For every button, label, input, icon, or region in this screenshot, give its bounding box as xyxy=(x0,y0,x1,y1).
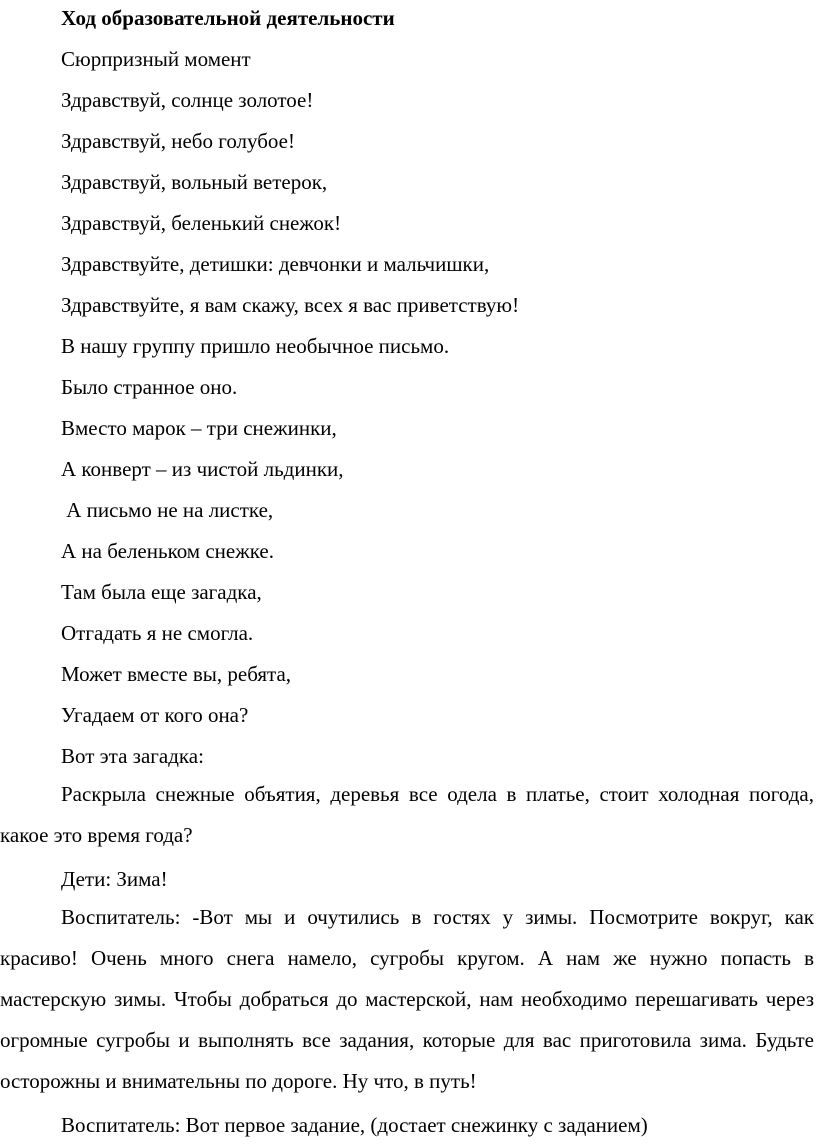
teacher-last-line: Воспитатель: Вот первое задание, (достает снежинку с заданием) xyxy=(61,1113,648,1137)
text-line: В нашу группу пришло необычное письмо. xyxy=(61,334,450,358)
text-line: Угадаем от кого она? xyxy=(61,703,249,727)
section-heading: Ход образовательной деятельности xyxy=(61,6,395,30)
text-line: Вместо марок – три снежинки, xyxy=(61,416,337,440)
text-line: Вот эта загадка: xyxy=(61,744,204,768)
text-line: А письмо не на листке, xyxy=(61,498,274,522)
text-line: Там была еще загадка, xyxy=(61,580,262,604)
text-line: А конверт – из чистой льдинки, xyxy=(61,457,344,481)
text-line: Может вместе вы, ребята, xyxy=(61,662,292,686)
text-line: Было странное оно. xyxy=(61,375,238,399)
text-line: Здравствуйте, я вам скажу, всех я вас приветствую! xyxy=(61,293,520,317)
text-line: Здравствуй, вольный ветерок, xyxy=(61,170,328,194)
text-line: Здравствуй, беленький снежок! xyxy=(61,211,342,235)
text-line: Здравствуй, солнце золотое! xyxy=(61,88,314,112)
text-line: Сюрпризный момент xyxy=(61,47,251,71)
text-line: Здравствуйте, детишки: девчонки и мальчишки, xyxy=(61,252,490,276)
children-answer: Дети: Зима! xyxy=(61,867,168,891)
teacher-paragraph: Воспитатель: -Вот мы и очутились в гостях у зимы. Посмотрите вокруг, как красиво! Очень много снега намело, сугробы кругом. А нам же нужно попасть в мастерскую зимы. Чтобы добраться до мастерской, нам необходимо перешагивать через огромные сугробы и выполнять все задания, которые для вас приготовила зима. Будьте осторожны и внимательны по дороге. Ну что, в путь! xyxy=(0,905,814,1093)
riddle-paragraph: Раскрыла снежные объятия, деревья все одела в платье, стоит холодная погода, какое это время года? xyxy=(0,782,814,847)
text-line: А на беленьком снежке. xyxy=(61,539,274,563)
text-line: Здравствуй, небо голубое! xyxy=(61,129,295,153)
text-line: Отгадать я не смогла. xyxy=(61,621,254,645)
